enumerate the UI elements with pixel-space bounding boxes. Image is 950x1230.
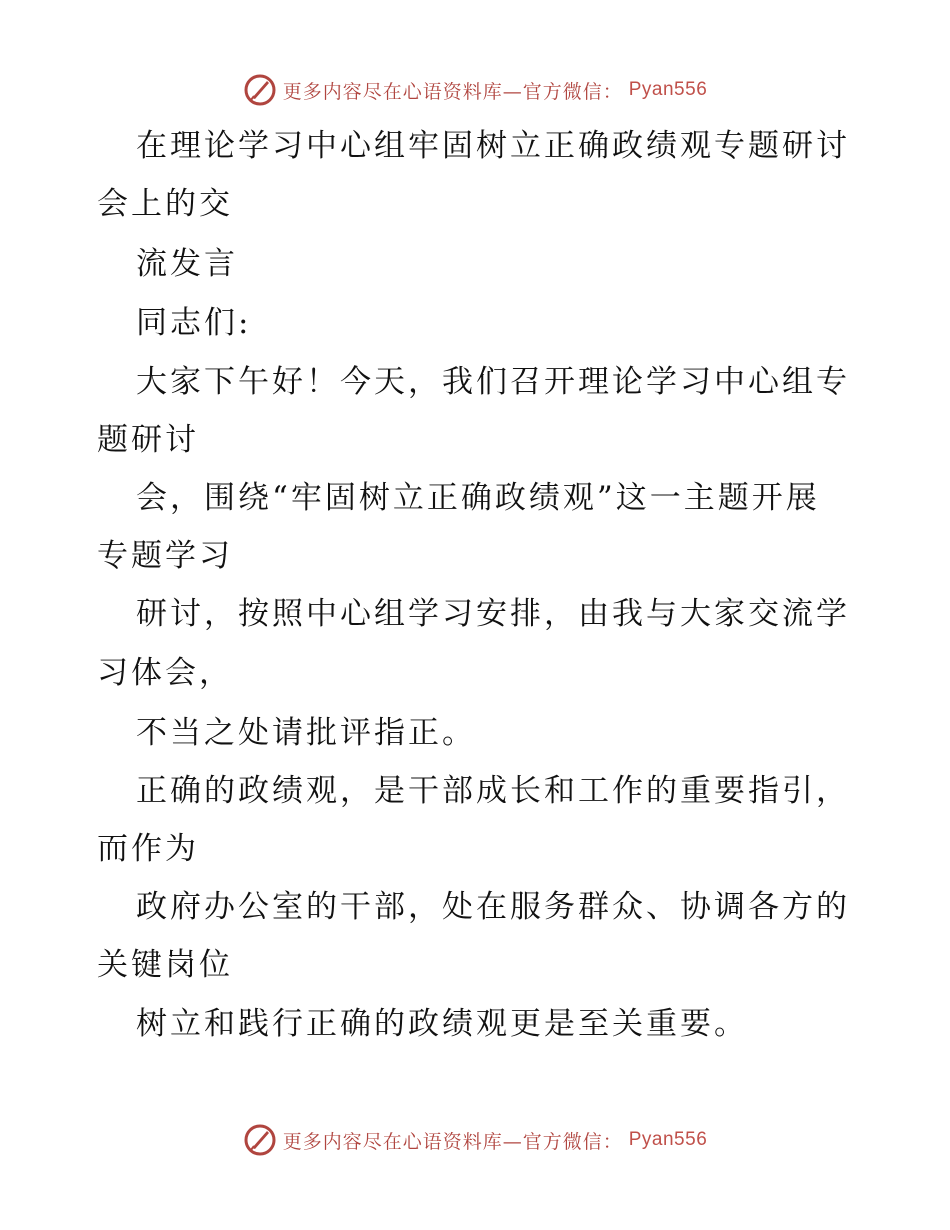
watermark-wechat-id: Pyan556 [628, 1129, 708, 1150]
watermark-text: 更多内容尽在心语资料库—官方微信： [282, 80, 623, 103]
text-line: 政府办公室的干部，处在服务群众、协调各方的 [136, 889, 850, 925]
text-line: 不当之处请批评指正。 [136, 715, 476, 751]
text-line: 关键岗位 [97, 947, 233, 983]
text-line: 习体会， [97, 655, 233, 691]
text-line: 题研讨 [97, 422, 199, 458]
text-line: 树立和践行正确的政绩观更是至关重要。 [136, 1006, 748, 1042]
text-line: 专题学习 [97, 538, 233, 574]
text-line: 会上的交 [97, 186, 233, 222]
text-line: 在理论学习中心组牢固树立正确政绩观专题研讨 [136, 128, 850, 164]
text-line: 研讨，按照中心组学习安排，由我与大家交流学 [136, 596, 850, 632]
text-line: 正确的政绩观，是干部成长和工作的重要指引， [136, 773, 850, 809]
quill-logo-icon [243, 1123, 277, 1157]
text-line: 流发言 [136, 246, 238, 282]
watermark-text: 更多内容尽在心语资料库—官方微信： [282, 1130, 623, 1153]
watermark-wechat-id: Pyan556 [628, 79, 708, 100]
footer-watermark [0, 1120, 950, 1160]
text-line: 会，围绕“牢固树立正确政绩观”这一主题开展 [136, 480, 820, 516]
text-line: 大家下午好！今天，我们召开理论学习中心组专 [136, 364, 850, 400]
header-watermark [0, 70, 950, 110]
text-line: 同志们: [136, 305, 252, 341]
text-line: 而作为 [97, 831, 199, 867]
quill-logo-icon [243, 73, 277, 107]
